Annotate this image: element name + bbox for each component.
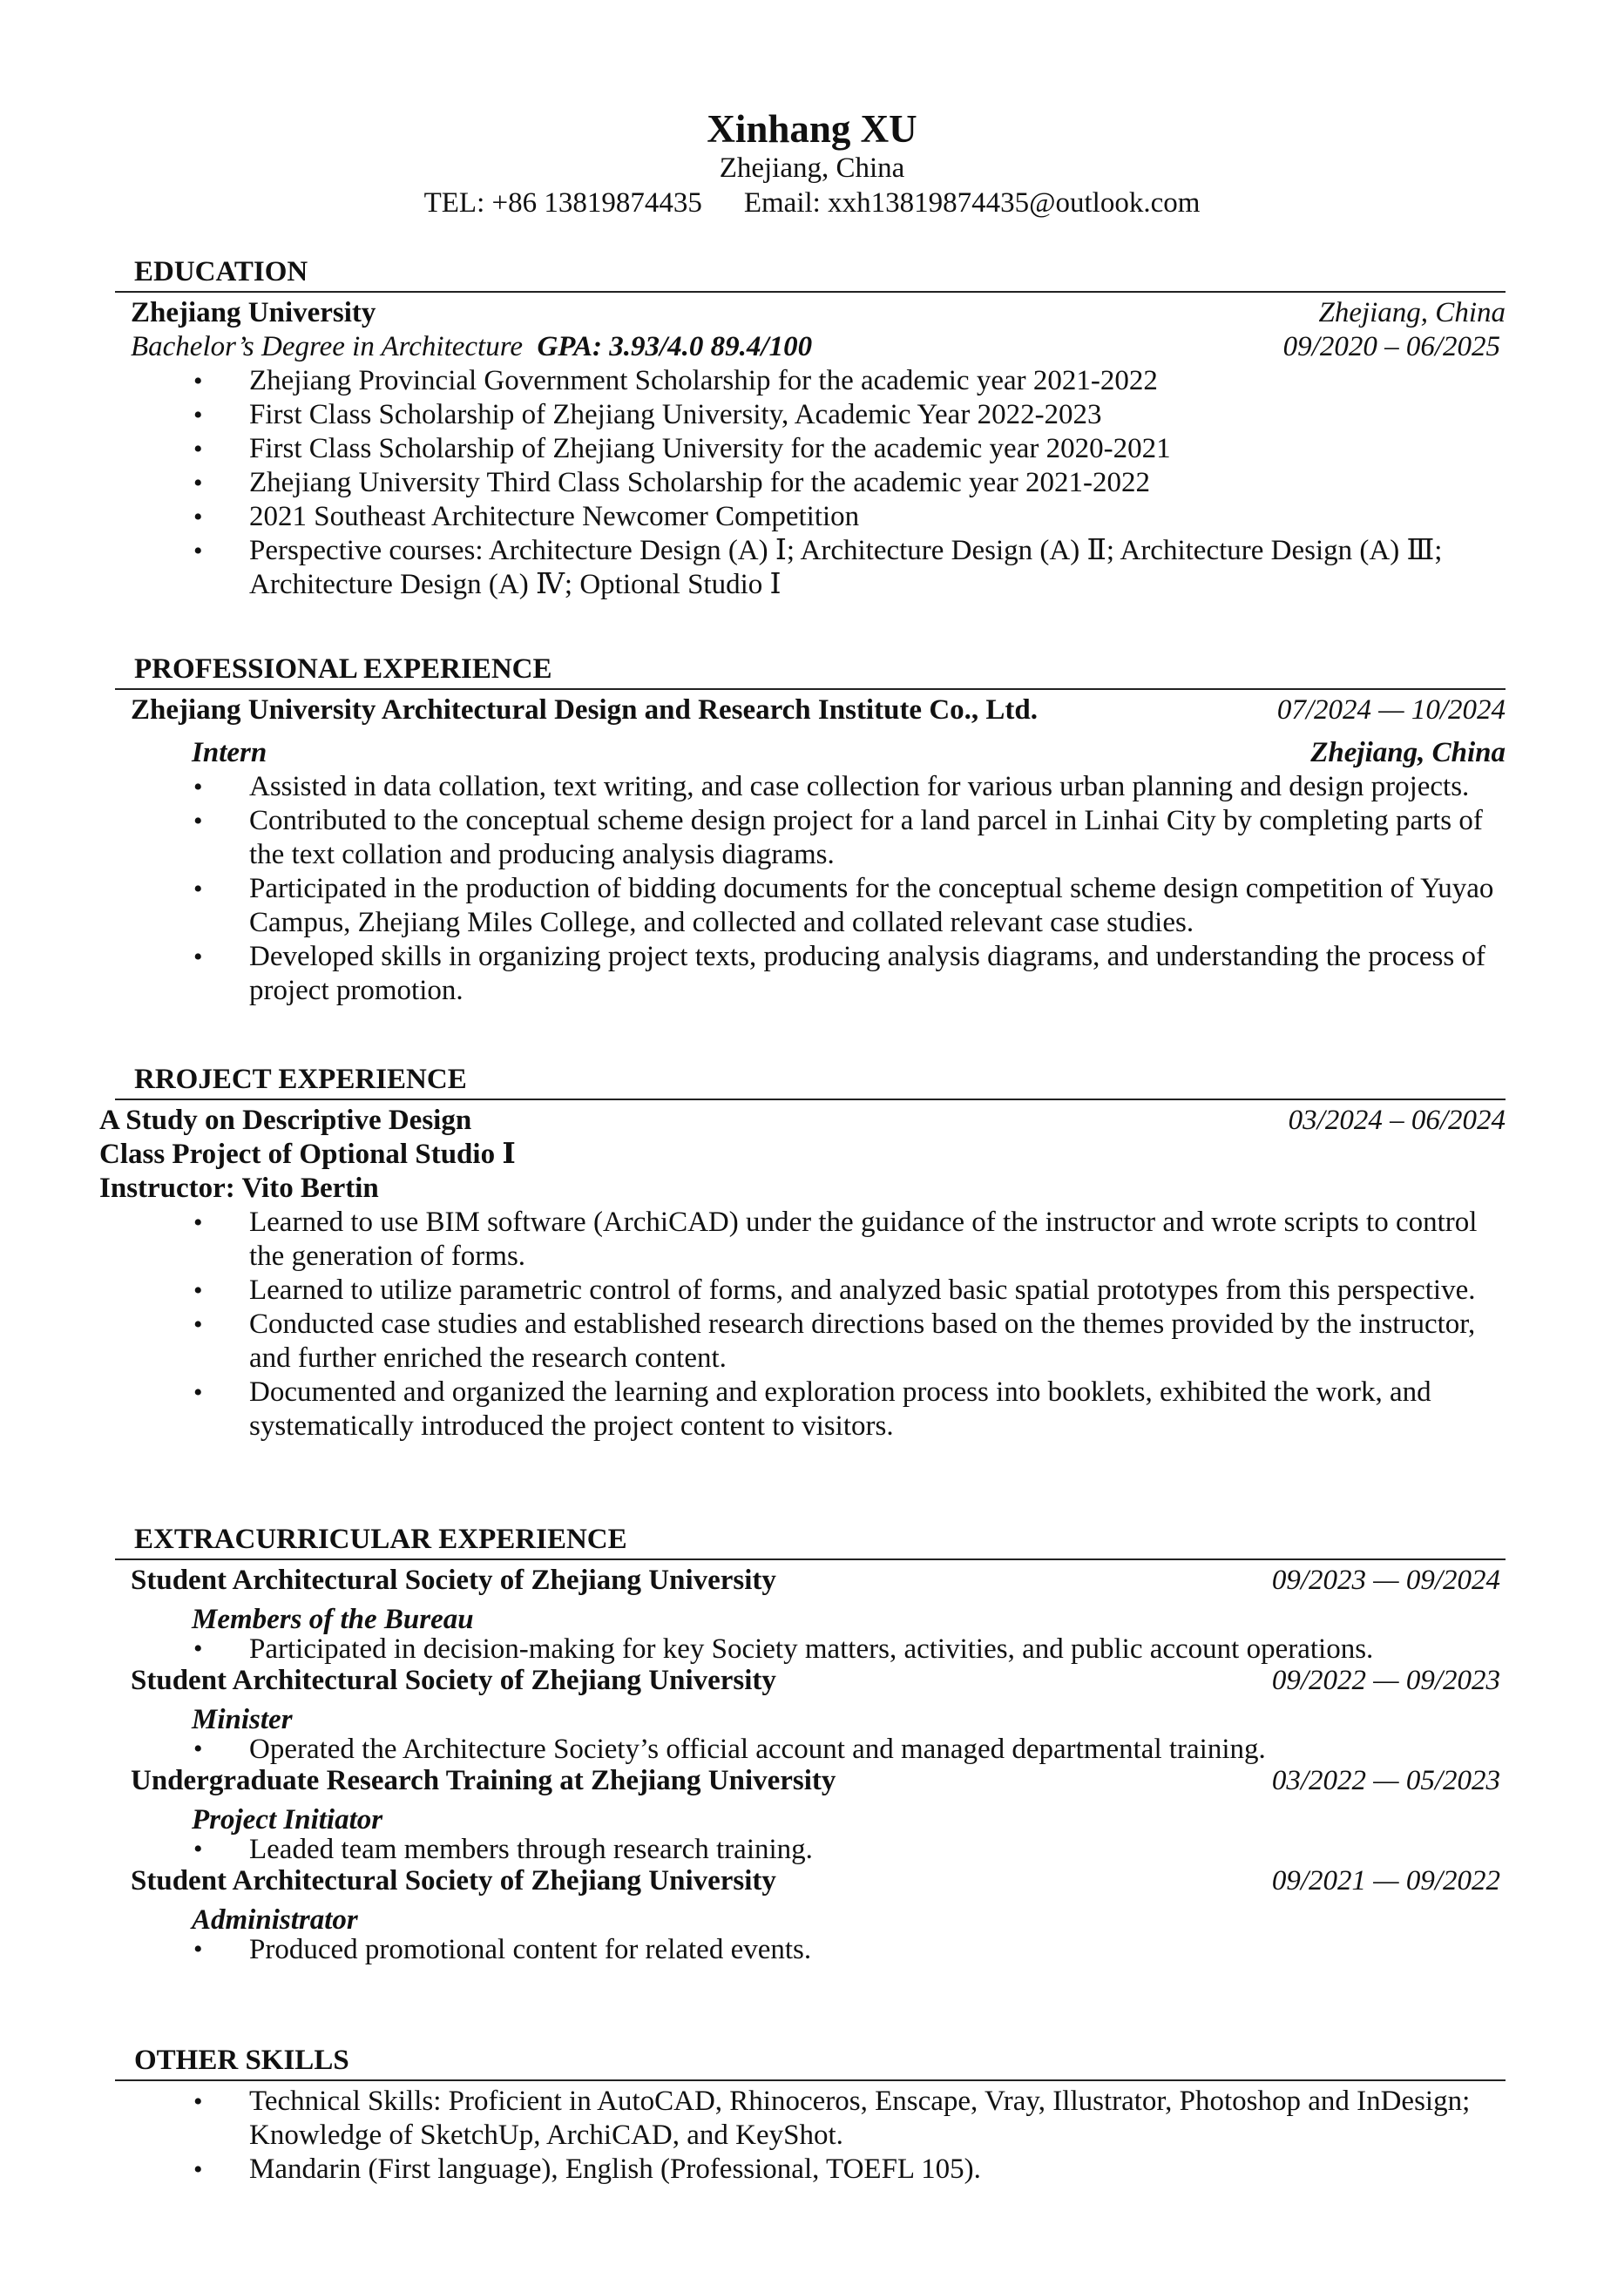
- extracurricular-org-row: [131, 1564, 1500, 1598]
- degree: Bachelor’s Degree in Architecture: [131, 331, 523, 362]
- project-bullets: [131, 1206, 1506, 1443]
- extracurricular-org: Student Architectural Society of Zhejiang University: [131, 1565, 776, 1596]
- list-item: • Documented and organized the learning and exploration process into booklets, exhibited the work, and systematically introduced the project content to visitors.: [131, 1376, 1506, 1443]
- section-title: OTHER SKILLS: [115, 2043, 1506, 2081]
- project-class: Class Project of Optional Studio Ⅰ: [99, 1139, 516, 1170]
- list-item: • First Class Scholarship of Zhejiang University, Academic Year 2022-2023: [131, 398, 1506, 432]
- list-item: • 2021 Southeast Architecture Newcomer Competition: [131, 500, 1506, 534]
- project-dates: 03/2024 – 06/2024: [1288, 1105, 1506, 1136]
- section-title: EDUCATION: [115, 254, 1506, 293]
- professional-dates: 07/2024 — 10/2024: [1276, 694, 1506, 726]
- list-item: • Technical Skills: Proficient in AutoCAD, Rhinoceros, Enscape, Vray, Illustrator, Photoshop and InDesign; Knowledge of SketchUp, ArchiCAD, and KeyShot.: [131, 2085, 1506, 2153]
- extracurricular-role: Members of the Bureau: [192, 1604, 474, 1635]
- skills-section: [115, 2043, 1506, 2187]
- list-item: • First Class Scholarship of Zhejiang University for the academic year 2020-2021: [131, 432, 1506, 466]
- section-title: RROJECT EXPERIENCE: [115, 1062, 1506, 1100]
- gpa: GPA: 3.93/4.0 89.4/100: [537, 331, 813, 362]
- extracurricular-dates: 09/2022 — 09/2023: [1271, 1665, 1500, 1696]
- extracurricular-bullets: [131, 1734, 1506, 1764]
- list-item: • Produced promotional content for related events.: [131, 1935, 1506, 1964]
- school-row: [131, 296, 1506, 330]
- extracurricular-bullets: [131, 1935, 1506, 1964]
- list-item: • Learned to utilize parametric control of forms, and analyzed basic spatial prototypes from this perspective.: [131, 1274, 1506, 1308]
- list-item: • Learned to use BIM software (ArchiCAD) under the guidance of the instructor and wrote scripts to control the generation of forms.: [131, 1206, 1506, 1274]
- email-address: Email: xxh13819874435@outlook.com: [743, 187, 1201, 219]
- extracurricular-org-row: [131, 1664, 1500, 1698]
- extracurricular-bullets: [131, 1835, 1506, 1864]
- list-item: • Perspective courses: Architecture Design (A) Ⅰ; Architecture Design (A) Ⅱ; Architecture Design (A) Ⅲ; Architecture Design (A) Ⅳ; Optional Studio Ⅰ: [131, 534, 1506, 602]
- extracurricular-role: Project Initiator: [192, 1804, 383, 1836]
- extracurricular-dates: 09/2021 — 09/2022: [1271, 1865, 1500, 1896]
- extracurricular-role: Administrator: [192, 1904, 358, 1936]
- phone-number: TEL: +86 13819874435: [423, 187, 702, 219]
- org-name: Zhejiang University Architectural Design and Research Institute Co., Ltd.: [131, 694, 1039, 726]
- extracurricular-dates: 03/2022 — 05/2023: [1271, 1765, 1500, 1796]
- school-name: Zhejiang University: [131, 297, 376, 328]
- list-item: • Developed skills in organizing project texts, producing analysis diagrams, and understanding the process of project promotion.: [131, 940, 1506, 1008]
- contact-line: [0, 185, 1624, 221]
- role-title: Intern: [192, 737, 267, 768]
- section-title: EXTRACURRICULAR EXPERIENCE: [115, 1522, 1506, 1560]
- extracurricular-org: Undergraduate Research Training at Zhejiang University: [131, 1765, 836, 1796]
- list-item: • Participated in the production of bidding documents for the conceptual scheme design competition of Yuyao Campus, Zhejiang Miles College, and collected and collated relevant case studies.: [131, 872, 1506, 940]
- education-section: [115, 254, 1506, 602]
- role-row: [131, 736, 1506, 770]
- school-location: Zhejiang, China: [1318, 297, 1506, 328]
- extracurricular-role: Minister: [192, 1704, 293, 1735]
- list-item: • Conducted case studies and established research directions based on the themes provided by the instructor, and further enriched the research content.: [131, 1308, 1506, 1376]
- extracurricular-dates: 09/2023 — 09/2024: [1271, 1565, 1500, 1596]
- professional-bullets: [131, 770, 1506, 1008]
- project-name-row: [99, 1104, 1506, 1138]
- section-title: PROFESSIONAL EXPERIENCE: [115, 652, 1506, 690]
- extracurricular-org: Student Architectural Society of Zhejiang University: [131, 1865, 776, 1896]
- list-item: • Zhejiang University Third Class Scholarship for the academic year 2021-2022: [131, 466, 1506, 500]
- project-name: A Study on Descriptive Design: [99, 1105, 472, 1136]
- education-bullets: [131, 364, 1506, 602]
- extracurricular-bullets: [131, 1634, 1506, 1664]
- list-item: • Leaded team members through research training.: [131, 1835, 1506, 1864]
- project-instructor: Instructor: Vito Bertin: [99, 1173, 379, 1204]
- extracurricular-org-row: [131, 1864, 1500, 1898]
- list-item: • Contributed to the conceptual scheme design project for a land parcel in Linhai City by completing parts of the text collation and producing analysis diagrams.: [131, 804, 1506, 872]
- candidate-location: Zhejiang, China: [719, 152, 905, 184]
- project-section: [99, 1062, 1506, 1443]
- professional-section: [115, 652, 1506, 1008]
- extracurricular-section: [115, 1522, 1506, 1964]
- extracurricular-org-row: [131, 1764, 1500, 1798]
- list-item: • Participated in decision-making for key Society matters, activities, and public account operations.: [131, 1634, 1506, 1664]
- extracurricular-org: Student Architectural Society of Zhejiang University: [131, 1665, 776, 1696]
- degree-row: [131, 330, 1506, 364]
- org-row: [131, 693, 1506, 727]
- list-item: • Operated the Architecture Society’s official account and managed departmental training.: [131, 1734, 1506, 1764]
- skills-bullets: [131, 2085, 1506, 2187]
- education-dates: 09/2020 – 06/2025: [1282, 331, 1500, 362]
- degree-line: [131, 330, 812, 364]
- candidate-name: Xinhang XU: [707, 107, 917, 151]
- list-item: • Assisted in data collation, text writing, and case collection for various urban planning and design projects.: [131, 770, 1506, 804]
- role-location: Zhejiang, China: [1310, 737, 1506, 768]
- list-item: • Zhejiang Provincial Government Scholarship for the academic year 2021-2022: [131, 364, 1506, 398]
- list-item: • Mandarin (First language), English (Professional, TOEFL 105).: [131, 2153, 1506, 2187]
